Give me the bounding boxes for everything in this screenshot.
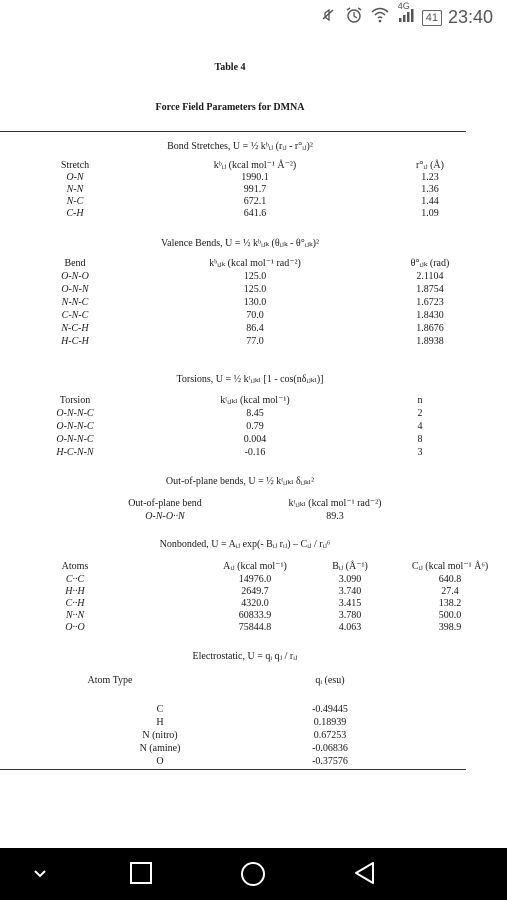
table-cell: 500.0 — [438, 610, 462, 621]
table-cell: 0.18939 — [313, 717, 347, 728]
back-button[interactable] — [352, 860, 378, 891]
table-cell: O-N-N — [61, 284, 89, 295]
table-cell: 1.23 — [421, 172, 439, 183]
table-cell: 4.063 — [338, 622, 362, 633]
table-cell: N-C — [66, 196, 84, 207]
table-cell: 1.8754 — [416, 284, 444, 295]
table-cell: 77.0 — [246, 336, 264, 347]
document-page — [0, 34, 507, 770]
table-cell: O-N — [66, 172, 84, 183]
bond-col-type: Stretch — [60, 160, 90, 171]
table-cell: N-N — [66, 184, 84, 195]
table-cell: 130.0 — [243, 297, 267, 308]
nonbonded-heading: Nonbonded, U = Aᵢⱼ exp(- Bᵢⱼ rᵢⱼ) – Cᵢⱼ / rᵢⱼ⁶ — [159, 539, 331, 550]
nonbonded-col-b: Bᵢⱼ (Å⁻¹) — [332, 561, 368, 572]
table-cell: O — [156, 756, 164, 767]
nonbonded-col-type: Atoms — [61, 561, 89, 572]
recents-button[interactable] — [128, 860, 154, 891]
table-cell: 1.36 — [421, 184, 439, 195]
table-cell: 1.8430 — [416, 310, 444, 321]
table-cell: 3.090 — [338, 574, 362, 585]
table-cell: O··O — [65, 622, 85, 633]
table-cell: 4320.0 — [241, 598, 269, 609]
oop-col-type: Out-of-plane bend — [128, 498, 202, 509]
bond-col-r: r°ᵢⱼ (Å) — [416, 160, 444, 171]
valence-heading: Valence Bends, U = ½ kᵇᵢⱼₖ (θᵢⱼₖ - θ°ᵢⱼₖ)² — [161, 238, 319, 249]
table-cell: H-C-H — [61, 336, 89, 347]
table-cell: 2.1104 — [416, 271, 444, 282]
table-cell: 398.9 — [438, 622, 462, 633]
status-icons — [318, 1, 493, 29]
table-cell: 672.1 — [243, 196, 267, 207]
nonbonded-col-a: Aᵢⱼ (kcal mol⁻¹) — [223, 561, 287, 572]
table-cell: N-N-C — [61, 297, 89, 308]
bottom-rule — [0, 769, 466, 770]
table-cell: N (amine) — [139, 743, 181, 754]
table-cell: 8.45 — [246, 408, 264, 419]
oop-col-k: kᵗᵢⱼₖₗ (kcal mol⁻¹ rad⁻²) — [288, 498, 382, 509]
table-title: Table 4 — [214, 62, 246, 73]
table-cell: C — [156, 704, 164, 715]
table-cell: 27.4 — [441, 586, 459, 597]
table-cell: H-C-N-N — [56, 447, 94, 458]
network-type: 4G — [397, 1, 410, 11]
table-cell: 1.6723 — [416, 297, 444, 308]
table-cell: 3.780 — [338, 610, 362, 621]
table-cell: 2 — [417, 408, 423, 419]
table-cell: 3 — [417, 447, 423, 458]
table-cell: O-N-O — [61, 271, 89, 282]
torsion-heading: Torsions, U = ½ kᵗᵢⱼₖₗ [1 - cos(nδᵢⱼₖₗ)] — [176, 374, 324, 385]
table-cell: 1.44 — [421, 196, 439, 207]
table-cell: 0.67253 — [313, 730, 347, 741]
torsion-col-type: Torsion — [59, 395, 91, 406]
table-cell: -0.06836 — [312, 743, 348, 754]
table-cell: 125.0 — [243, 271, 267, 282]
table-cell: 2649.7 — [241, 586, 269, 597]
table-cell: N (nitro) — [142, 730, 178, 741]
battery-icon: 41 — [422, 10, 442, 26]
home-button[interactable] — [239, 860, 267, 893]
nonbonded-col-c: Cᵢⱼ (kcal mol⁻¹ Å⁶) — [411, 561, 489, 572]
oop-heading: Out-of-plane bends, U = ½ kᵗᵢⱼₖₗ δᵢⱼₖₗ² — [165, 476, 315, 487]
top-rule — [0, 131, 466, 132]
chevron-down-icon[interactable] — [30, 864, 50, 889]
table-cell: H — [156, 717, 164, 728]
status-bar — [0, 0, 507, 34]
table-cell: 3.415 — [338, 598, 362, 609]
table-cell: O-N-O··N — [145, 511, 185, 522]
table-cell: C-N-C — [61, 310, 89, 321]
valence-col-theta: θ°ᵢⱼₖ (rad) — [410, 258, 450, 269]
table-cell: 1990.1 — [241, 172, 269, 183]
electro-heading: Electrostatic, U = qᵢ qⱼ / rᵢⱼ — [192, 651, 298, 662]
table-cell: N··N — [65, 610, 85, 621]
table-cell: O-N-N-C — [56, 421, 94, 432]
table-cell: 8 — [417, 434, 423, 445]
table-cell: -0.16 — [244, 447, 266, 458]
table-cell: 14976.0 — [238, 574, 272, 585]
table-subtitle: Force Field Parameters for DMNA — [155, 102, 305, 113]
table-cell: H··H — [65, 586, 85, 597]
table-cell: 138.2 — [438, 598, 462, 609]
table-cell: 641.6 — [243, 208, 267, 219]
table-cell: N-C-H — [61, 323, 89, 334]
table-cell: 0.004 — [243, 434, 267, 445]
bond-heading: Bond Stretches, U = ½ kᵇᵢⱼ (rᵢⱼ - r°ᵢⱼ)² — [167, 141, 313, 152]
table-cell: 75844.8 — [238, 622, 272, 633]
table-cell: 3.740 — [338, 586, 362, 597]
table-cell: 60833.9 — [238, 610, 272, 621]
table-cell: C-H — [66, 208, 84, 219]
table-cell: C··C — [65, 574, 85, 585]
torsion-col-k: kᵗᵢⱼₖₗ (kcal mol⁻¹) — [220, 395, 290, 406]
table-cell: 125.0 — [243, 284, 267, 295]
table-cell: 86.4 — [246, 323, 264, 334]
electro-col-type: Atom Type — [87, 675, 133, 686]
alarm-icon — [344, 6, 364, 29]
table-cell: 1.8938 — [416, 336, 444, 347]
torsion-col-n: n — [417, 395, 423, 406]
valence-col-type: Bend — [64, 258, 86, 269]
table-cell: 640.8 — [438, 574, 462, 585]
valence-col-k: kᵇᵢⱼₖ (kcal mol⁻¹ rad⁻²) — [209, 258, 301, 269]
table-cell: O-N-N-C — [56, 434, 94, 445]
table-cell: 1.8676 — [416, 323, 444, 334]
signal-icon — [396, 1, 416, 28]
table-cell: 0.79 — [246, 421, 264, 432]
table-cell: 89.3 — [326, 511, 344, 522]
table-cell: 4 — [417, 421, 423, 432]
table-cell: -0.37576 — [312, 756, 348, 767]
mute-icon — [318, 7, 338, 28]
table-cell: -0.49445 — [312, 704, 348, 715]
table-cell: C··H — [65, 598, 85, 609]
table-cell: O-N-N-C — [56, 408, 94, 419]
navigation-bar — [0, 848, 507, 900]
wifi-icon — [370, 7, 390, 28]
table-cell: 70.0 — [246, 310, 264, 321]
clock: 23:40 — [447, 7, 493, 27]
table-cell: 991.7 — [243, 184, 267, 195]
bond-col-k: kᵇᵢⱼ (kcal mol⁻¹ Å⁻²) — [213, 160, 297, 171]
table-cell: 1.09 — [421, 208, 439, 219]
electro-col-q: qᵢ (esu) — [315, 675, 345, 686]
